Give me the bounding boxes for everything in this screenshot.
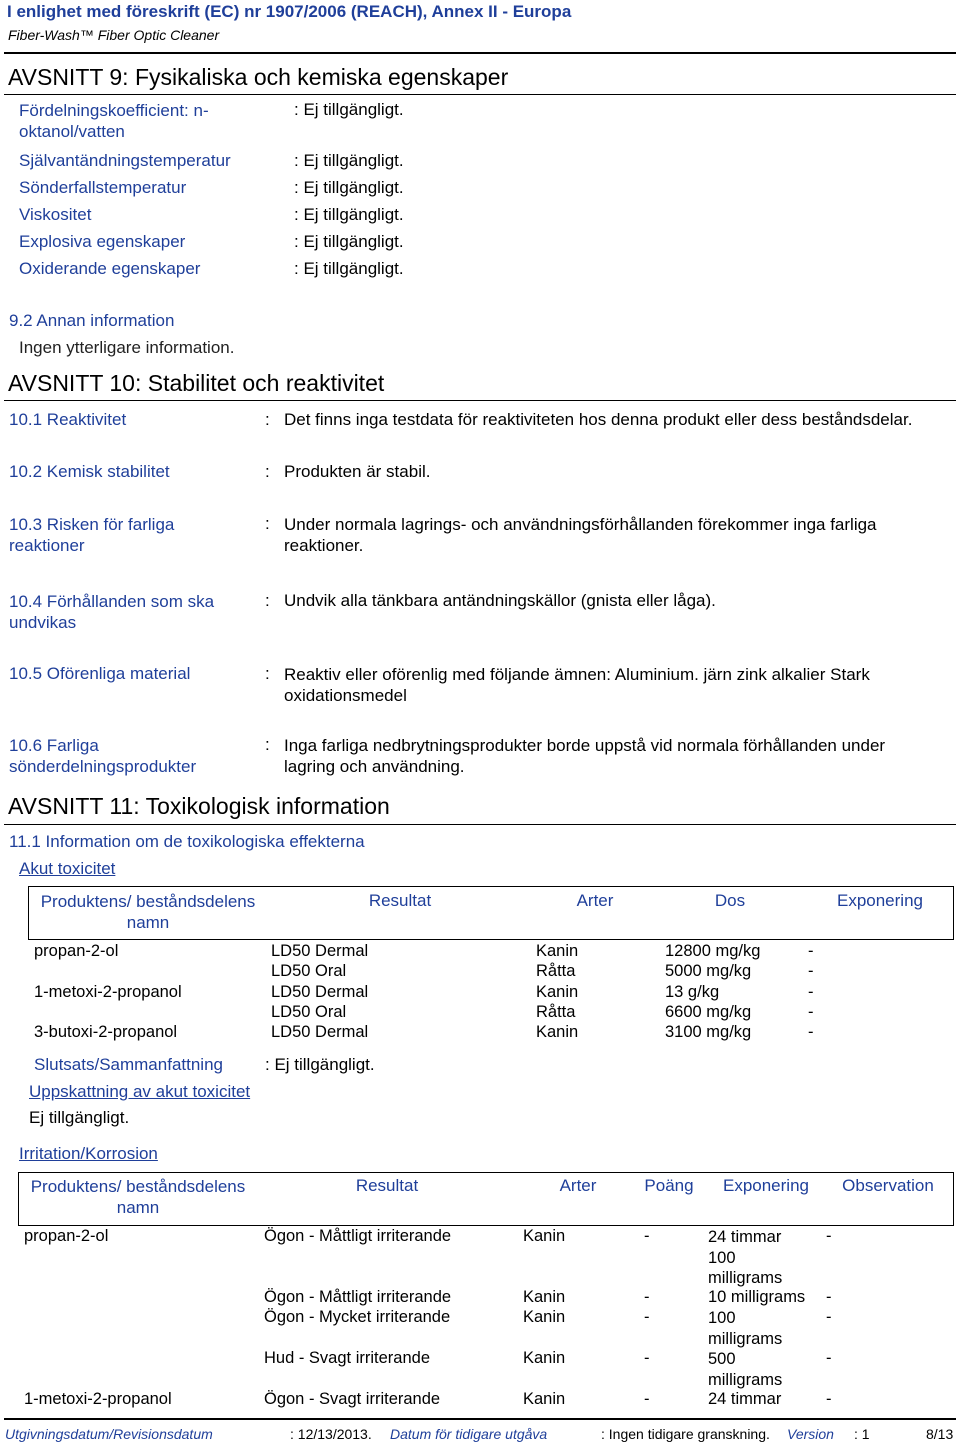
section-9-heading: AVSNITT 9: Fysikaliska och kemiska egenskaper <box>8 64 509 90</box>
irr-cell-result: Ögon - Mycket irriterande <box>264 1308 451 1326</box>
property-explosive-label: Explosiva egenskaper <box>19 232 186 251</box>
acute-toxicity-title: Akut toxicitet <box>19 859 116 878</box>
chemical-stability-label: 10.2 Kemisk stabilitet <box>9 462 170 481</box>
irritation-header-species: Arter <box>559 1176 597 1195</box>
acute-header-dose: Dos <box>714 891 746 910</box>
irr-cell-species: Kanin <box>523 1308 566 1326</box>
irritation-header-score: Poäng <box>644 1176 694 1195</box>
document-header-title: I enlighet med föreskrift (EC) nr 1907/2006 (REACH), Annex II - Europa <box>7 2 572 21</box>
irr-cell-species: Kanin <box>523 1390 566 1408</box>
section-10-heading: AVSNITT 10: Stabilitet och reaktivitet <box>8 370 385 396</box>
conditions-to-avoid-colon: : <box>265 591 270 610</box>
property-decomposition-label: Sönderfallstemperatur <box>19 178 187 197</box>
irritation-header-name: Produktens/ beståndsdelens namn <box>30 1177 246 1217</box>
acute-cell-exposure: - <box>808 942 814 960</box>
irritation-header-observation: Observation <box>842 1176 934 1195</box>
irr-cell-exposure: 10 milligrams <box>708 1288 806 1306</box>
acute-cell-species: Kanin <box>536 1023 579 1041</box>
acute-cell-dose: 12800 mg/kg <box>665 942 761 960</box>
acute-cell-dose: 13 g/kg <box>665 983 720 1001</box>
acute-cell-exposure: - <box>808 983 814 1001</box>
irr-cell-score: - <box>644 1349 650 1367</box>
footer-divider <box>4 1418 956 1420</box>
section-9-2-heading: 9.2 Annan information <box>9 311 175 330</box>
section-10-divider <box>4 400 956 401</box>
irr-cell-exposure: 500 milligrams <box>708 1350 783 1389</box>
acute-header-species: Arter <box>576 891 614 910</box>
irr-cell-name: propan-2-ol <box>24 1227 109 1245</box>
irr-cell-name: 1-metoxi-2-propanol <box>24 1390 172 1408</box>
footer-version-label: Version <box>787 1426 834 1442</box>
irr-cell-score: - <box>644 1390 650 1408</box>
irr-cell-species: Kanin <box>523 1349 566 1367</box>
property-viscosity-value: : Ej tillgängligt. <box>294 205 404 224</box>
reactivity-label: 10.1 Reaktivitet <box>9 410 127 429</box>
acute-header-result: Resultat <box>368 891 432 910</box>
acute-header-name: Produktens/ beståndsdelens namn <box>40 892 256 932</box>
hazardous-reactions-colon: : <box>265 514 270 533</box>
irr-cell-observation: - <box>826 1227 832 1245</box>
irr-cell-result: Ögon - Måttligt irriterande <box>264 1288 452 1306</box>
acute-cell-result: LD50 Oral <box>271 962 347 980</box>
section-11-heading: AVSNITT 11: Toxikologisk information <box>8 793 390 819</box>
irr-cell-exposure: 24 timmar 100 milligrams <box>708 1228 783 1287</box>
acute-cell-name: 3-butoxi-2-propanol <box>34 1023 178 1041</box>
irr-cell-observation: - <box>826 1349 832 1367</box>
acute-cell-name: propan-2-ol <box>34 942 119 960</box>
incompatible-materials-colon: : <box>265 664 270 683</box>
property-autoignition-value: : Ej tillgängligt. <box>294 151 404 170</box>
acute-cell-dose: 3100 mg/kg <box>665 1023 752 1041</box>
acute-header-exposure: Exponering <box>836 891 923 910</box>
acute-summary-value: : Ej tillgängligt. <box>265 1055 375 1074</box>
decomposition-products-label: 10.6 Farliga sönderdelningsprodukter <box>9 736 197 776</box>
irr-cell-score: - <box>644 1308 650 1326</box>
acute-summary-label: Slutsats/Sammanfattning <box>34 1055 223 1074</box>
property-partition-coefficient-label: Fördelningskoefficient: n-oktanol/vatten <box>19 101 209 141</box>
irr-cell-exposure: 24 timmar <box>708 1390 782 1408</box>
property-partition-coefficient-value: : Ej tillgängligt. <box>294 100 404 119</box>
decomposition-products-colon: : <box>265 735 270 754</box>
irr-cell-observation: - <box>826 1308 832 1326</box>
chemical-stability-value: Produkten är stabil. <box>284 462 431 481</box>
irritation-header-result: Resultat <box>355 1176 419 1195</box>
acute-estimate-title: Uppskattning av akut toxicitet <box>29 1082 251 1101</box>
irritation-header-exposure: Exponering <box>722 1176 809 1195</box>
footer-page-number: 8/13 <box>926 1426 954 1442</box>
acute-cell-exposure: - <box>808 962 814 980</box>
reactivity-value: Det finns inga testdata för reaktiviteten hos denna produkt eller dess beståndsdelar. <box>284 410 913 429</box>
hazardous-reactions-value: Under normala lagrings- och användningsförhållanden förekommer inga farliga reaktioner. <box>284 515 877 555</box>
reactivity-colon: : <box>265 410 270 429</box>
section-11-divider <box>4 824 956 825</box>
footer-issue-value: : 12/13/2013. <box>290 1426 372 1442</box>
acute-cell-dose: 5000 mg/kg <box>665 962 752 980</box>
product-name: Fiber-Wash™ Fiber Optic Cleaner <box>8 27 220 43</box>
irr-cell-species: Kanin <box>523 1288 566 1306</box>
acute-cell-result: LD50 Oral <box>271 1003 347 1021</box>
chemical-stability-colon: : <box>265 462 270 481</box>
irr-cell-exposure: 100 milligrams <box>708 1309 783 1348</box>
property-decomposition-value: : Ej tillgängligt. <box>294 178 404 197</box>
property-explosive-value: : Ej tillgängligt. <box>294 232 404 251</box>
irr-cell-result: Ögon - Svagt irriterande <box>264 1390 441 1408</box>
incompatible-materials-label: 10.5 Oförenliga material <box>9 664 191 683</box>
header-divider <box>4 52 956 54</box>
irr-cell-observation: - <box>826 1288 832 1306</box>
irr-cell-species: Kanin <box>523 1227 566 1245</box>
decomposition-products-value: Inga farliga nedbrytningsprodukter borde uppstå vid normala förhållanden under lagring och användning. <box>284 736 886 776</box>
acute-estimate-text: Ej tillgängligt. <box>29 1108 130 1127</box>
footer-issue-label: Utgivningsdatum/Revisionsdatum <box>5 1426 213 1442</box>
property-autoignition-label: Självantändningstemperatur <box>19 151 231 170</box>
property-viscosity-label: Viskositet <box>19 205 92 224</box>
acute-cell-result: LD50 Dermal <box>271 1023 369 1041</box>
irr-cell-score: - <box>644 1227 650 1245</box>
acute-cell-result: LD50 Dermal <box>271 942 369 960</box>
acute-cell-species: Kanin <box>536 942 579 960</box>
acute-cell-exposure: - <box>808 1003 814 1021</box>
conditions-to-avoid-label: 10.4 Förhållanden som ska undvikas <box>9 592 215 632</box>
hazardous-reactions-label: 10.3 Risken för farliga reaktioner <box>9 515 175 555</box>
irr-cell-score: - <box>644 1288 650 1306</box>
acute-cell-species: Råtta <box>536 1003 576 1021</box>
property-oxidizing-label: Oxiderande egenskaper <box>19 259 201 278</box>
irritation-title: Irritation/Korrosion <box>19 1144 158 1163</box>
conditions-to-avoid-value: Undvik alla tänkbara antändningskällor (gnista eller låga). <box>284 591 716 610</box>
acute-cell-species: Kanin <box>536 983 579 1001</box>
acute-cell-exposure: - <box>808 1023 814 1041</box>
irr-cell-result: Hud - Svagt irriterande <box>264 1349 430 1367</box>
incompatible-materials-value: Reaktiv eller oförenlig med följande ämnen: Aluminium. järn zink alkalier Stark oxidationsmedel <box>284 665 870 705</box>
footer-prev-value: : Ingen tidigare granskning. <box>601 1426 770 1442</box>
section-11-1-heading: 11.1 Information om de toxikologiska effekterna <box>9 832 365 851</box>
acute-cell-result: LD50 Dermal <box>271 983 369 1001</box>
footer-version-value: : 1 <box>854 1426 870 1442</box>
property-oxidizing-value: : Ej tillgängligt. <box>294 259 404 278</box>
acute-cell-species: Råtta <box>536 962 576 980</box>
section-9-divider <box>4 94 956 95</box>
footer-prev-label: Datum för tidigare utgåva <box>390 1426 548 1442</box>
irr-cell-result: Ögon - Måttligt irriterande <box>264 1227 452 1245</box>
section-9-2-text: Ingen ytterligare information. <box>19 338 235 357</box>
irr-cell-observation: - <box>826 1390 832 1408</box>
acute-cell-name: 1-metoxi-2-propanol <box>34 983 182 1001</box>
acute-cell-dose: 6600 mg/kg <box>665 1003 752 1021</box>
